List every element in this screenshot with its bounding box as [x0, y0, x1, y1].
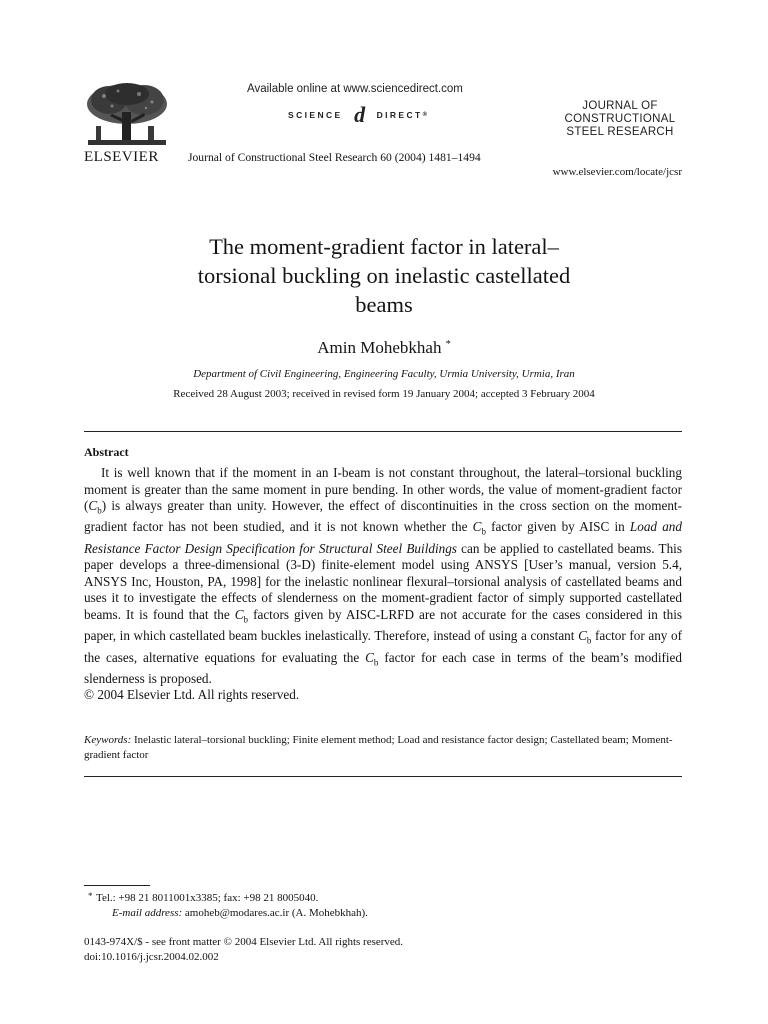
- keywords-label: Keywords:: [84, 734, 132, 746]
- journal-name: [560, 100, 680, 139]
- author-footnote: [88, 891, 368, 920]
- footnote-tel: Tel.: +98 21 8011001x3385; fax: +98 21 8005040.: [96, 892, 319, 904]
- sd-right-text: DIRECT: [376, 110, 423, 120]
- affiliation: Department of Civil Engineering, Engineering Faculty, Urmia University, Urmia, Iran: [193, 368, 575, 380]
- elsevier-logo: [84, 82, 174, 166]
- footnote-email-line: [96, 906, 368, 921]
- abstract-heading: Abstract: [84, 445, 129, 459]
- journal-name-line: STEEL RESEARCH: [566, 126, 674, 138]
- title-line: The moment-gradient factor in lateral–: [209, 234, 559, 259]
- journal-name-line: CONSTRUCTIONAL: [564, 113, 676, 125]
- journal-reference: Journal of Constructional Steel Research 60 (2004) 1481–1494: [188, 151, 481, 164]
- article-title: [84, 232, 684, 319]
- available-online-text[interactable]: Available online at www.sciencedirect.com: [247, 83, 463, 95]
- footnote-rule: [84, 885, 150, 886]
- journal-url[interactable]: www.elsevier.com/locate/jcsr: [552, 166, 682, 178]
- article-dates: Received 28 August 2003; received in revised form 19 January 2004; accepted 3 February 2004: [173, 388, 595, 400]
- title-line: beams: [355, 292, 413, 317]
- bottom-divider: [84, 776, 682, 777]
- keywords-text: Inelastic lateral–torsional buckling; Finite element method; Load and resistance factor design; Castellated beam; Moment-gradient factor: [84, 734, 673, 761]
- abstract-body: [84, 465, 682, 704]
- sd-left-text: SCIENCE: [288, 110, 343, 120]
- elsevier-tree-icon: [84, 82, 170, 148]
- publisher-name: ELSEVIER: [84, 149, 159, 165]
- top-divider: [84, 431, 682, 432]
- email-address[interactable]: amoheb@modares.ac.ir (A. Mohebkhah).: [184, 906, 368, 919]
- author: [84, 338, 684, 358]
- issn-line: 0143-974X/$ - see front matter © 2004 Elsevier Ltd. All rights reserved.: [84, 936, 404, 948]
- journal-name-line: JOURNAL OF: [582, 100, 658, 112]
- keywords: [84, 733, 682, 762]
- sciencedirect-logo: SCIENCE d DIRECT ®: [288, 102, 428, 127]
- author-footnote-mark[interactable]: *: [445, 339, 451, 350]
- email-label: E-mail address:: [112, 906, 183, 919]
- author-name: Amin Mohebkhah: [317, 338, 442, 357]
- title-line: torsional buckling on inelastic castellated: [197, 263, 571, 288]
- footnote-mark: *: [88, 891, 93, 901]
- sciencedirect-mark-icon: d: [354, 102, 366, 127]
- front-matter-info: [84, 935, 403, 965]
- abstract-copyright: © 2004 Elsevier Ltd. All rights reserved.: [84, 687, 300, 703]
- doi-line[interactable]: doi:10.1016/j.jcsr.2004.02.002: [84, 951, 219, 963]
- abstract-paragraph: It is well known that if the moment in an I-beam is not constant throughout, the lateral–torsional buckling moment is greater than the same moment in pure bending. In other words, the value of moment-gradient factor $(C_b)$ is always greater than unity. However, the effect of discontinuities in the cross section on the moment-gradient factor has not been studied, and it is not known whether the $C_b$ factor given by AISC in Load and Resistance Factor Design Specification for Structural Steel Buildings can be applied to castellated beams. This paper develops a three-dimensional (3-D) finite-element model using ANSYS [User’s manual, version 5.4, ANSYS Inc, Houston, PA, 1998] for the inelastic nonlinear flexural–torsional analysis of castellated beams and uses it to investigate the effects of slenderness on the moment-gradient factor of simply supported castellated beams. It is found that the $C_b$ factors given by AISC-LRFD are not accurate for the cases considered in this paper, in which castellated beam buckles inelastically. Therefore, instead of using a constant $C_b$ factor for any of the cases, alternative equations for evaluating the $C_b$ factor for each case in terms of the beam’s modified slenderness is proposed. © 2004 Elsevier Ltd. All rights reserved.: [84, 465, 683, 703]
